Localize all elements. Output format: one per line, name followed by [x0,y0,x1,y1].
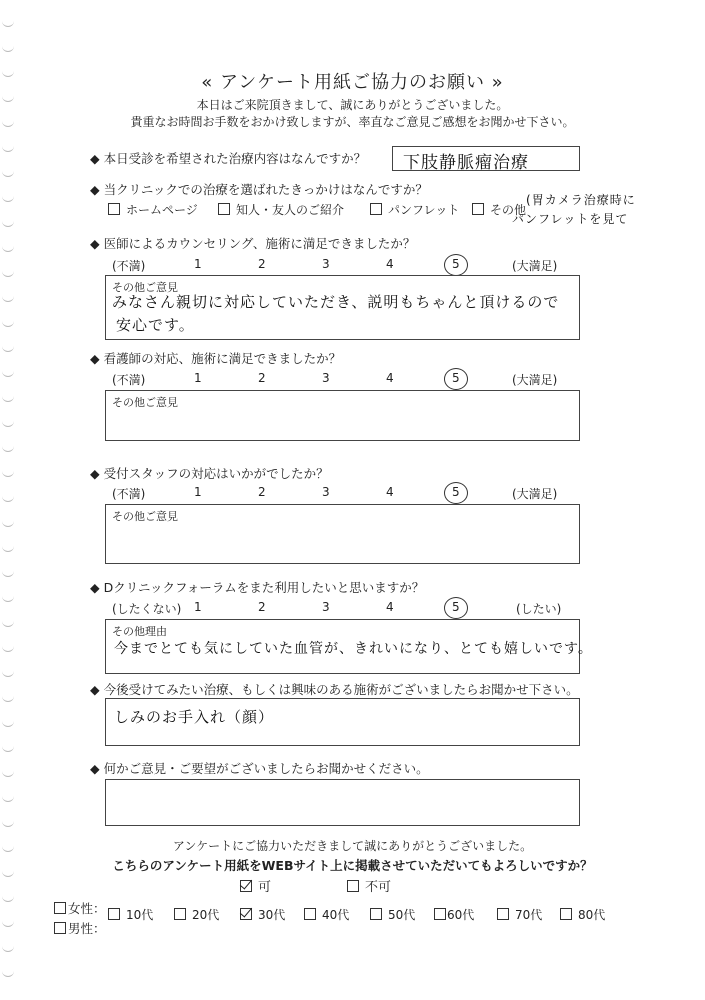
punch-hole-mark [2,145,14,152]
selected-circle-mark [444,482,468,504]
diamond-bullet-icon: ◆ [90,682,100,697]
checkbox[interactable] [54,902,66,914]
age-20s[interactable]: 20代 [174,906,219,923]
question-1-text: 本日受診を希望された治療内容はなんですか？ [103,151,367,166]
punch-hole-mark [2,195,14,202]
punch-hole-mark [2,45,14,52]
doctor-comment-line-2: 安心です。 [116,316,195,334]
checkbox[interactable] [304,908,316,920]
punch-hole-mark [2,395,14,402]
checkbox[interactable] [174,908,186,920]
reuse-reason-box[interactable] [105,619,593,674]
punch-hole-mark [2,570,14,577]
scale-4[interactable]: 4 [386,600,394,614]
checkbox[interactable] [54,922,66,934]
punch-hole-mark [2,345,14,352]
punch-hole-mark [2,320,14,327]
feedback-box[interactable] [105,779,580,826]
permission-no[interactable]: 不可 [347,876,391,895]
reason-label: その他理由 [112,625,167,638]
question-8 [90,759,429,777]
option-homepage[interactable]: ホームページ [108,201,198,218]
question-5 [90,464,329,482]
scale-low-label: (不満) [112,373,146,387]
punch-hole-mark [2,495,14,502]
question-1 [90,149,366,167]
age-80s[interactable]: 80代 [560,906,605,923]
scale-1[interactable]: 1 [194,371,202,385]
scale-3[interactable]: 3 [322,257,330,271]
age-40s[interactable]: 40代 [304,906,349,923]
question-5-text: 受付スタッフの対応はいかがでしたか？ [103,466,329,481]
punch-hole-mark [2,670,14,677]
question-6-text: Dクリニックフォーラムをまた利用したいと思いますか？ [103,580,425,595]
diamond-bullet-icon: ◆ [90,761,100,776]
punch-hole-mark [2,795,14,802]
scale-low-label: (したくない) [112,602,182,616]
age-70s[interactable]: 70代 [497,906,542,923]
scale-5[interactable]: 5 [452,371,460,385]
punch-hole-mark [2,820,14,827]
comment-label: その他ご意見 [112,510,178,523]
punch-hole-mark [2,620,14,627]
other-answer-line-1: (胃カメラ治療時に [526,193,636,207]
punch-hole-mark [2,595,14,602]
checkbox[interactable] [560,908,572,920]
rating-scale-reuse[interactable] [112,600,582,616]
permission-question: こちらのアンケート用紙をWEBサイト上に掲載させていただいてもよろしいですか？ [112,858,593,873]
diamond-bullet-icon: ◆ [90,580,100,595]
scale-4[interactable]: 4 [386,485,394,499]
punch-hole-mark [2,220,14,227]
intro-line-1: 本日はご来院頂きまして、誠にありがとうございました。 [196,98,509,112]
question-4 [90,349,341,367]
question-3-text: 医師によるカウンセリング、施術に満足できましたか？ [103,236,416,251]
punch-hole-mark [2,420,14,427]
age-10s[interactable]: 10代 [108,906,153,923]
treatment-answer: 下肢静脈瘤治療 [403,153,529,173]
scale-low-label: (不満) [112,259,146,273]
comment-label: その他ご意見 [112,281,178,294]
checkbox-checked[interactable] [240,908,252,920]
punch-hole-mark [2,370,14,377]
age-30s[interactable]: 30代 [240,906,285,923]
selected-circle-mark [444,254,468,276]
reception-comment-box[interactable] [105,504,580,564]
rating-scale-nurse[interactable] [112,371,582,387]
scale-low-label: (不満) [112,487,146,501]
treatment-answer-box[interactable] [392,146,580,171]
form-title: « アンケート用紙ご協力のお願い » [201,72,504,93]
punch-hole-mark [2,170,14,177]
option-pamphlet[interactable]: パンフレット [370,201,459,218]
other-answer-line-2: パンフレットを見て [512,212,629,226]
option-other[interactable]: その他 [472,201,526,218]
checkbox[interactable] [370,203,382,215]
scale-high-label: (大満足) [512,487,558,501]
scale-2[interactable]: 2 [258,600,266,614]
question-6 [90,578,424,596]
scale-high-label: (大満足) [512,259,558,273]
diamond-bullet-icon: ◆ [90,151,100,166]
diamond-bullet-icon: ◆ [90,351,100,366]
checkbox[interactable] [434,908,446,920]
scale-1[interactable]: 1 [194,257,202,271]
scale-high-label: (大満足) [512,373,558,387]
future-treatment-answer: しみのお手入れ（顔） [114,708,275,726]
punch-hole-mark [2,520,14,527]
punch-hole-mark [2,20,14,27]
scale-3[interactable]: 3 [322,371,330,385]
punch-hole-mark [2,920,14,927]
diamond-bullet-icon: ◆ [90,236,100,251]
selected-circle-mark [444,597,468,619]
scale-1[interactable]: 1 [194,600,202,614]
question-7 [90,680,579,698]
punch-hole-mark [2,745,14,752]
rating-scale-doctor[interactable] [112,257,582,273]
scale-3[interactable]: 3 [322,600,330,614]
question-2 [90,180,428,198]
punch-hole-mark [2,695,14,702]
punch-hole-mark [2,945,14,952]
punch-hole-mark [2,270,14,277]
checkbox[interactable] [108,203,120,215]
question-2-text: 当クリニックでの治療を選ばれたきっかけはなんですか？ [103,182,428,197]
gender-female[interactable]: 女性： [54,899,106,917]
gender-male[interactable]: 男性： [54,919,106,937]
selected-circle-mark [444,368,468,390]
punch-hole-mark [2,770,14,777]
punch-hole-mark [2,970,14,977]
age-50s[interactable]: 50代 [370,906,415,923]
scale-5[interactable]: 5 [452,257,460,271]
checkbox[interactable] [472,203,484,215]
scale-4[interactable]: 4 [386,257,394,271]
scale-2[interactable]: 2 [258,485,266,499]
diamond-bullet-icon: ◆ [90,466,100,481]
checkbox[interactable] [497,908,509,920]
question-7-text: 今後受けてみたい治療、もしくは興味のある施術がございましたらお聞かせ下さい。 [103,682,579,697]
punch-hole-mark [2,445,14,452]
scale-4[interactable]: 4 [386,371,394,385]
punch-hole-mark [2,545,14,552]
question-3 [90,234,415,252]
closing-thanks: アンケートにご協力いただきまして誠にありがとうございました。 [172,839,533,853]
reuse-reason-text: 今までとても気にしていた血管が、きれいになり、とても嬉しいです。 [114,641,593,657]
doctor-comment-box[interactable] [105,275,580,340]
punch-hole-mark [2,295,14,302]
question-8-text: 何かご意見・ご要望がございましたらお聞かせください。 [103,761,429,776]
future-treatment-box[interactable] [105,698,580,746]
nurse-comment-box[interactable] [105,390,580,441]
age-60s[interactable]: 60代 [434,906,474,923]
punch-hole-mark [2,720,14,727]
intro-line-2: 貴重なお時間お手数をおかけ致しますが、率直なご意見ご感想をお聞かせ下さい。 [130,115,575,129]
scale-1[interactable]: 1 [194,485,202,499]
punch-hole-mark [2,245,14,252]
checkbox[interactable] [108,908,120,920]
option-referral[interactable]: 知人・友人のご紹介 [218,201,344,218]
punch-hole-mark [2,470,14,477]
scale-high-label: (したい) [516,602,562,616]
checkbox[interactable] [347,880,359,892]
scale-5[interactable]: 5 [452,485,460,499]
checkbox-checked[interactable] [240,880,252,892]
doctor-comment-line-1: みなさん親切に対応していただき、説明もちゃんと頂けるので [112,293,560,311]
scale-5[interactable]: 5 [452,600,460,614]
punch-hole-mark [2,645,14,652]
punch-hole-mark [2,895,14,902]
rating-scale-reception[interactable] [112,485,582,501]
permission-yes[interactable]: 可 [240,876,271,895]
scale-2[interactable]: 2 [258,371,266,385]
checkbox[interactable] [218,203,230,215]
checkbox[interactable] [370,908,382,920]
scale-2[interactable]: 2 [258,257,266,271]
scale-3[interactable]: 3 [322,485,330,499]
diamond-bullet-icon: ◆ [90,182,100,197]
question-4-text: 看護師の対応、施術に満足できましたか？ [103,351,342,366]
comment-label: その他ご意見 [112,396,178,409]
